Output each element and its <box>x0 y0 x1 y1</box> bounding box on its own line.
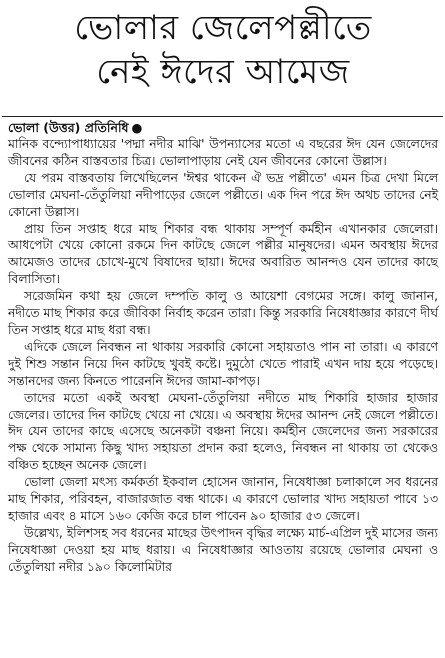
headline <box>8 6 438 94</box>
paragraph: ভোলা জেলা মৎস্য কর্মকর্তা ইকবাল হোসেন জানান, নিষেধাজ্ঞা চলাকালে সব ধরনের মাছ শিকার, পরিবহন, বাজারজাত বন্ধ থাকে। এ কারণে ভোলার খাদ্য সহায়তা পাবে ১৩ হাজার এবং ৪ মাসে ১৬০ কেজি করে চাল পাবেন ৯০ হাজার ৫৩ জেলে। <box>8 475 438 523</box>
paragraph: উল্লেখ্য, ইলিশসহ সব ধরনের মাছের উৎপাদন বৃদ্ধির লক্ষ্যে মার্চ-এপ্রিল দুই মাসের জন্য নিষেধাজ্ঞা দেওয়া হয় মাছ ধরায়। এ নিষেধাজ্ঞার আওতায় রয়েছে ভোলার মেঘনা ও তেঁতুলিয়া নদীর ১৯০ কিলোমিটার <box>8 525 438 574</box>
paragraph: সরেজমিন কথা হয় জেলে দম্পতি কালু ও আয়েশা বেগমের সঙ্গে। কালু জানান, নদীতে মাছ শিকার করে জীবিকা নির্বাহ করেন তারা। কিন্তু সরকারি নিষেধাজ্ঞার কারণে দীর্ঘ তিন সপ্তাহ ধরে মাছ ধরা বন্ধ। <box>8 289 438 337</box>
article-body <box>8 136 438 576</box>
headline-divider <box>2 116 443 117</box>
paragraph: তাদের মতো একই অবস্থা মেঘনা-তেঁতুলিয়া নদীতে মাছ শিকারি হাজার হাজার জেলের। তাদের দিন কাটছে খেয়ে না খেয়ে। এ অবস্থায় ঈদের আনন্দ নেই জেলে পল্লীতে। ঈদ যেন তাদের কাছে এসেছে অনেকটা বঞ্চনা নিয়ে। কর্মহীন জেলেদের জন্য সরকারের পক্ষ থেকে সামান্য কিছু খাদ্য সহায়তা প্রদান করা হলেও, নিবন্ধন না থাকায় তা থেকেও বঞ্চিত হচ্ছেন অনেক জেলে। <box>8 390 438 473</box>
paragraph: এদিকে জেলে নিবন্ধন না থাকায় সরকারি কোনো সহায়তাও পান না তারা। এ কারণে দুই শিশু সন্তান নিয়ে দিন কাটছে খুবই কষ্টে। দুমুঠো খেতে পারাই এখন দায় হয়ে পড়েছে। সন্তানদের জন্য কিনতে পারেননি ঈদের জামা-কাপড়। <box>8 339 438 388</box>
headline-line-1: ভোলার জেলেপল্লীতে <box>74 8 372 48</box>
byline <box>8 119 142 136</box>
byline-text: ভোলা (উত্তর) প্রতিনিধি <box>8 120 129 135</box>
paragraph: মানিক বন্দ্যোপাধ্যায়ের 'পদ্মা নদীর মাঝি' উপন্যাসের মতো এ বছরের ঈদ যেন জেলেদের জীবনের কঠিন বাস্তবতার চিত্র। ভোলাপাড়ায় নেই যেন জীবনের কোনো উল্লাস। <box>8 137 438 168</box>
bullet-icon: ● <box>131 120 143 135</box>
paragraph: প্রায় তিন সপ্তাহ ধরে মাছ শিকার বন্ধ থাকায় সম্পূর্ণ কর্মহীন এখানকার জেলেরা। আধপেটা খেয়ে কোনো রকমে দিন কাটছে জেলে পল্লীর মানুষদের। এমন অবস্থায় ঈদের আমেজও তাদের চোখে-মুখে বিষাদের ছায়া। ঈদের অবারিত আনন্দও যেন তাদের কাছে বিলাসিতা। <box>8 221 438 287</box>
headline-line-2: নেই ঈদের আমেজ <box>96 52 350 92</box>
paragraph: যে পরম বাস্তবতায় লিখেছিলেন 'ঈশ্বর থাকেন ঐ ভদ্র পল্লীতে' এমন চিত্র দেখা মিলে ভোলার মেঘনা-তেঁতুলিয়া নদীপাড়ের জেলে পল্লীতে। এক দিন পরে ঈদ অথচ তাদের নেই কোনো উল্লাস। <box>8 170 438 219</box>
